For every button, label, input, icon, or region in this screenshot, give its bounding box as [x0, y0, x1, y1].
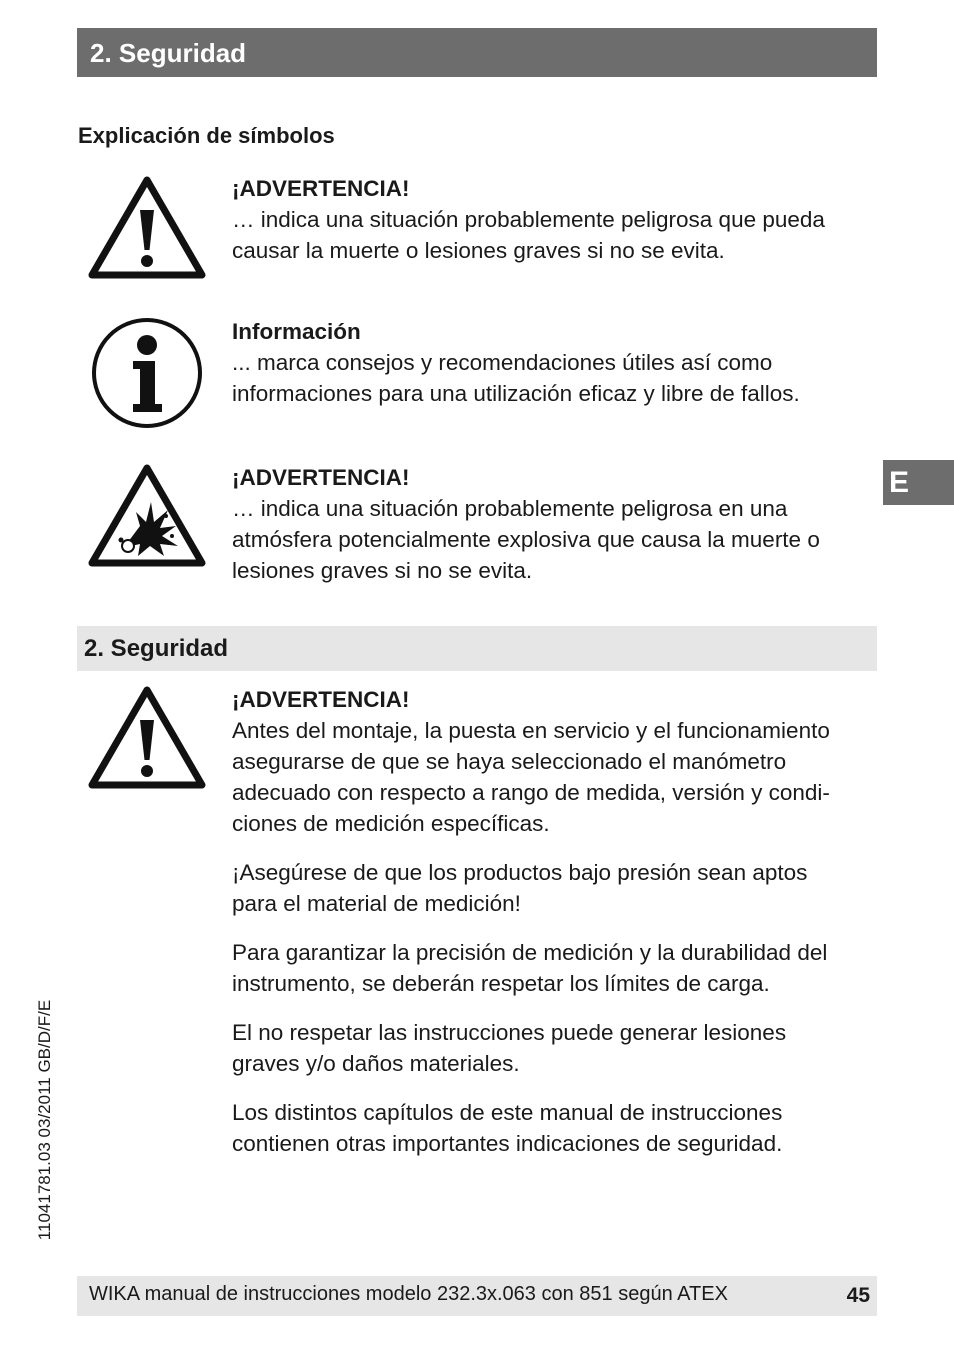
symbol-title: ¡ADVERTENCIA!: [232, 176, 410, 201]
warning-triangle-icon: [88, 686, 206, 790]
symbol-text-line: ... marca consejos y recomendaciones útiles así como: [232, 350, 773, 375]
warning-text-line: adecuado con respecto a rango de medida, versión y condi-: [232, 780, 830, 805]
symbol-text-line: atmósfera potencialmente explosiva que causa la muerte o: [232, 527, 820, 552]
paragraph: [232, 1017, 877, 1079]
warning-text-line: asegurarse de que se haya seleccionado el manómetro: [232, 749, 787, 774]
paragraph-line: Los distintos capítulos de este manual de instrucciones: [232, 1100, 783, 1125]
symbol-title: ¡ADVERTENCIA!: [232, 465, 410, 490]
paragraph-line: Para garantizar la precisión de medición y la durabilidad del: [232, 940, 828, 965]
section-title: 2. Seguridad: [84, 635, 229, 662]
paragraph: [232, 857, 877, 919]
document-code: 11041781.03 03/2011 GB/D/F/E: [35, 999, 54, 1241]
explosion-warning-icon: [88, 464, 206, 568]
paragraph-line: contienen otras importantes indicaciones de seguridad.: [232, 1131, 783, 1156]
symbol-text-line: lesiones graves si no se evita.: [232, 558, 533, 583]
paragraph-line: para el material de medición!: [232, 891, 521, 916]
symbol-text-line: … indica una situación probablemente peligrosa en una: [232, 496, 788, 521]
warning-text-line: Antes del montaje, la puesta en servicio y el funcionamiento: [232, 718, 830, 743]
symbol-text-line: informaciones para una utilización eficaz y libre de fallos.: [232, 381, 800, 406]
warning-title: ¡ADVERTENCIA!: [232, 687, 410, 712]
language-tab: [883, 460, 954, 505]
warning-text-line: ciones de medición específicas.: [232, 811, 550, 836]
symbol-text-line: … indica una situación probablemente peligrosa que pueda: [232, 207, 825, 232]
page-footer: [77, 1276, 877, 1316]
paragraph-line: ¡Asegúrese de que los productos bajo presión sean aptos: [232, 860, 808, 885]
information-icon: [89, 316, 205, 432]
symbol-title: Información: [232, 319, 361, 344]
section-heading: [77, 626, 877, 671]
footer-text: WIKA manual de instrucciones modelo 232.3x.063 con 851 según ATEX: [89, 1283, 728, 1305]
paragraph: [232, 1097, 877, 1159]
paragraph-line: El no respetar las instrucciones puede generar lesiones: [232, 1020, 787, 1045]
page-header-title: 2. Seguridad: [90, 38, 247, 68]
paragraph-line: instrumento, se deberán respetar los límites de carga.: [232, 971, 770, 996]
page-number: 45: [846, 1284, 870, 1307]
paragraph: [232, 937, 877, 999]
warning-triangle-icon: [88, 176, 206, 280]
symbol-text-line: causar la muerte o lesiones graves si no se evita.: [232, 238, 725, 263]
paragraph-line: graves y/o daños materiales.: [232, 1051, 520, 1076]
page-header: [77, 28, 877, 77]
language-tab-label: E: [889, 466, 910, 499]
symbols-subtitle: Explicación de símbolos: [78, 123, 335, 148]
